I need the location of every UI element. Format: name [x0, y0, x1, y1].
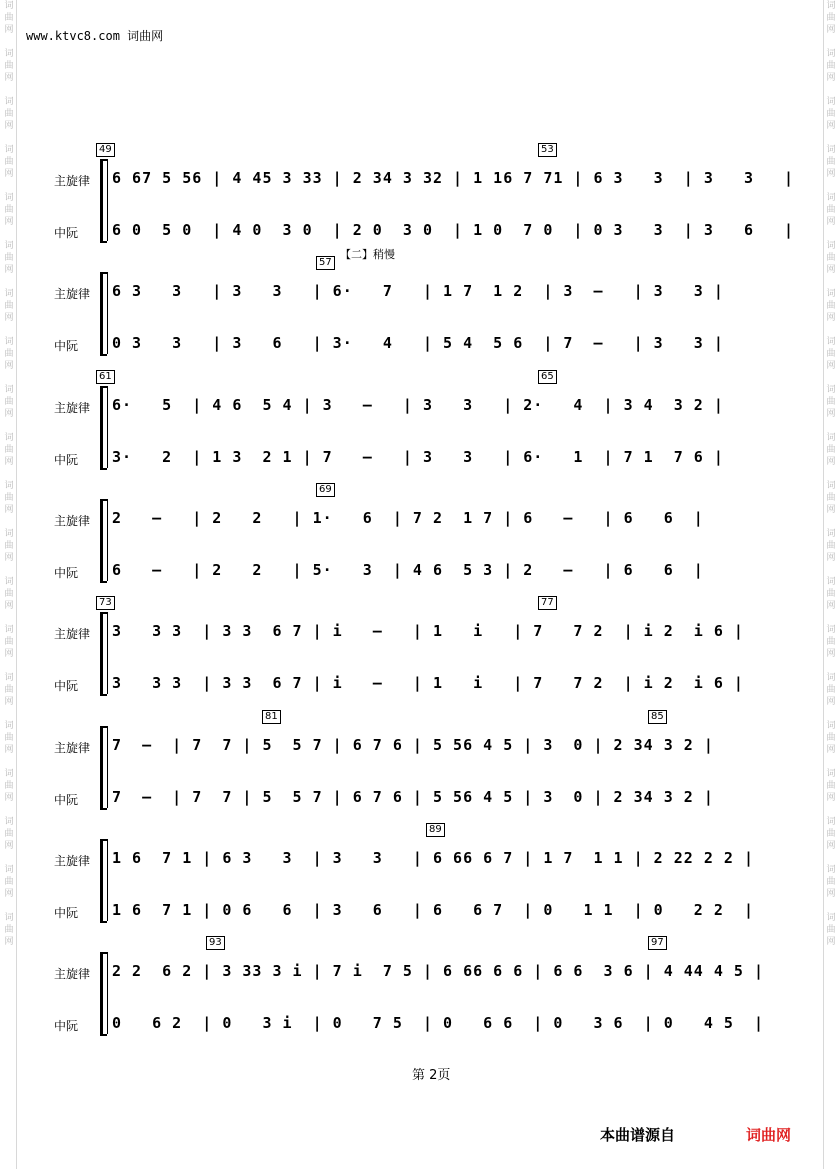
zhongruan-line: 7 – | 7 7 | 5 5 7 | 6 7 6 | 5 56 4 5 | 3 0 | 2 34 3 2 |	[112, 788, 714, 806]
score-system	[0, 712, 840, 822]
left-watermark-strip: 词 曲 网 词 曲 网 词 曲 网 词 曲 网 词 曲 网 词 曲 网 词 曲 网 词 曲 网 词 曲 网 词 曲 网 词 曲 网 词 曲 网 词 曲 网 词 曲 网 词 曲 网 词 曲 网 词 曲 网 词 曲 网 词 曲 网 词 曲 网	[2, 0, 17, 1169]
melody-line: 7 – | 7 7 | 5 5 7 | 6 7 6 | 5 56 4 5 | 3 0 | 2 34 3 2 |	[112, 736, 714, 754]
staff-label-zhongruan: 中阮	[54, 679, 79, 693]
system-brace	[100, 839, 107, 923]
score-system	[0, 598, 840, 708]
score-system	[0, 485, 840, 595]
system-barline	[107, 499, 108, 581]
staff-label-melody: 主旋律	[54, 741, 91, 755]
staff-label-melody: 主旋律	[54, 174, 91, 188]
measure-number: 61	[96, 370, 115, 384]
system-brace	[100, 272, 107, 356]
staff-label-melody: 主旋律	[54, 627, 91, 641]
melody-line: 6· 5 | 4 6 5 4 | 3 – | 3 3 | 2· 4 | 3 4 3 2 |	[112, 396, 724, 414]
measure-number: 53	[538, 143, 557, 157]
score-system	[0, 145, 840, 255]
measure-number: 73	[96, 596, 115, 610]
melody-line: 3 3 3 | 3 3 6 7 | i – | 1 i | 7 7 2 | i 2 i 6 |	[112, 622, 744, 640]
system-barline	[107, 952, 108, 1034]
staff-label-melody: 主旋律	[54, 514, 91, 528]
measure-number: 77	[538, 596, 557, 610]
system-brace	[100, 159, 107, 243]
zhongruan-line: 0 6 2 | 0 3 i | 0 7 5 | 0 6 6 | 0 3 6 | 0 4 5 |	[112, 1014, 764, 1032]
zhongruan-line: 6 – | 2 2 | 5· 3 | 4 6 5 3 | 2 – | 6 6 |	[112, 561, 704, 579]
staff-label-zhongruan: 中阮	[54, 793, 79, 807]
measure-number: 97	[648, 936, 667, 950]
page-number: 第 2页	[412, 1068, 451, 1083]
measure-number: 49	[96, 143, 115, 157]
system-barline	[107, 839, 108, 921]
system-barline	[107, 386, 108, 468]
melody-line: 6 67 5 56 | 4 45 3 33 | 2 34 3 32 | 1 16 7 71 | 6 3 3 | 3 3 |	[112, 169, 795, 187]
system-barline	[107, 159, 108, 241]
staff-label-melody: 主旋律	[54, 287, 91, 301]
measure-number: 65	[538, 370, 557, 384]
system-brace	[100, 499, 107, 583]
source-text: 本曲谱源自	[600, 1126, 676, 1144]
measure-number: 81	[262, 710, 281, 724]
measure-number: 89	[426, 823, 445, 837]
melody-line: 1 6 7 1 | 6 3 3 | 3 3 | 6 66 6 7 | 1 7 1 1 | 2 22 2 2 |	[112, 849, 754, 867]
system-brace	[100, 612, 107, 696]
system-barline	[107, 612, 108, 694]
measure-number: 69	[316, 483, 335, 497]
site-header: www.ktvc8.com 词曲网	[26, 29, 164, 43]
melody-line: 2 – | 2 2 | 1· 6 | 7 2 1 7 | 6 – | 6 6 |	[112, 509, 704, 527]
system-brace	[100, 386, 107, 470]
staff-label-melody: 主旋律	[54, 854, 91, 868]
staff-label-zhongruan: 中阮	[54, 339, 79, 353]
melody-line: 2 2 6 2 | 3 33 3 i | 7 i 7 5 | 6 66 6 6 | 6 6 3 6 | 4 44 4 5 |	[112, 962, 764, 980]
staff-label-zhongruan: 中阮	[54, 906, 79, 920]
staff-label-zhongruan: 中阮	[54, 1019, 79, 1033]
measure-number: 85	[648, 710, 667, 724]
staff-label-zhongruan: 中阮	[54, 453, 79, 467]
system-brace	[100, 952, 107, 1036]
score-system	[0, 825, 840, 935]
score-system	[0, 372, 840, 482]
right-watermark-strip: 词 曲 网 词 曲 网 词 曲 网 词 曲 网 词 曲 网 词 曲 网 词 曲 网 词 曲 网 词 曲 网 词 曲 网 词 曲 网 词 曲 网 词 曲 网 词 曲 网 词 曲 网 词 曲 网 词 曲 网 词 曲 网 词 曲 网 词 曲 网	[823, 0, 838, 1169]
zhongruan-line: 3· 2 | 1 3 2 1 | 7 – | 3 3 | 6· 1 | 7 1 7 6 |	[112, 448, 724, 466]
footer-brand-logo: 词曲网	[746, 1126, 792, 1144]
staff-label-zhongruan: 中阮	[54, 566, 79, 580]
tempo-marking: 【二】稍慢	[340, 248, 395, 261]
staff-label-melody: 主旋律	[54, 401, 91, 415]
melody-line: 6 3 3 | 3 3 | 6· 7 | 1 7 1 2 | 3 – | 3 3 |	[112, 282, 724, 300]
staff-label-zhongruan: 中阮	[54, 226, 79, 240]
score-system	[0, 248, 840, 368]
score-system	[0, 938, 840, 1048]
zhongruan-line: 0 3 3 | 3 6 | 3· 4 | 5 4 5 6 | 7 – | 3 3 |	[112, 334, 724, 352]
system-barline	[107, 272, 108, 354]
staff-label-melody: 主旋律	[54, 967, 91, 981]
zhongruan-line: 1 6 7 1 | 0 6 6 | 3 6 | 6 6 7 | 0 1 1 | 0 2 2 |	[112, 901, 754, 919]
system-barline	[107, 726, 108, 808]
system-brace	[100, 726, 107, 810]
measure-number: 57	[316, 256, 335, 270]
zhongruan-line: 6 0 5 0 | 4 0 3 0 | 2 0 3 0 | 1 0 7 0 | 0 3 3 | 3 6 |	[112, 221, 795, 239]
measure-number: 93	[206, 936, 225, 950]
zhongruan-line: 3 3 3 | 3 3 6 7 | i – | 1 i | 7 7 2 | i 2 i 6 |	[112, 674, 744, 692]
